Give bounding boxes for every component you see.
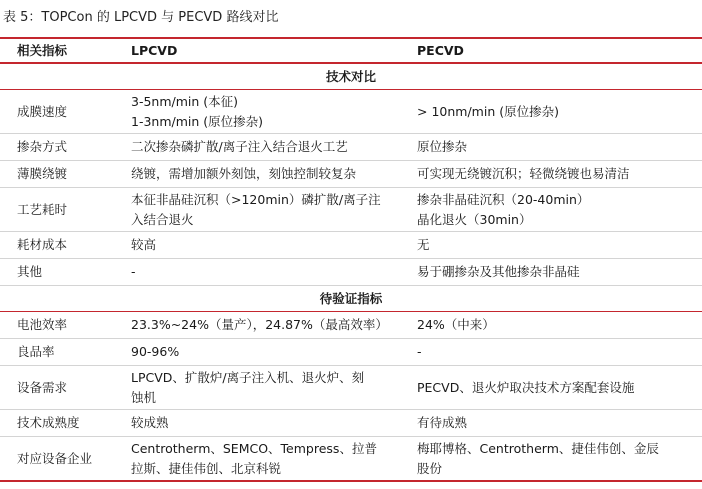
table-row <box>0 259 702 286</box>
table-row <box>0 339 702 366</box>
table-row <box>0 437 702 482</box>
lpcvd-cell <box>114 134 400 161</box>
pecvd-cell-line: 梅耶博格、Centrotherm、捷佳伟创、金辰 <box>417 440 659 456</box>
table-body <box>0 63 702 481</box>
table-row <box>0 232 702 259</box>
lpcvd-cell-line: LPCVD、扩散炉/离子注入机、退火炉、刻 <box>131 369 365 385</box>
lpcvd-cell <box>114 232 400 259</box>
lpcvd-cell <box>114 90 400 134</box>
lpcvd-cell-line: 较高 <box>131 237 157 252</box>
pecvd-cell <box>400 134 702 161</box>
lpcvd-cell-line: 23.3%~24%（量产），24.87%（最高效率） <box>131 317 388 332</box>
pecvd-cell-line: 无 <box>417 237 430 252</box>
row-label: 对应设备企业 <box>0 437 114 482</box>
pecvd-cell <box>400 410 702 437</box>
pecvd-cell-line: PECVD、退火炉取决技术方案配套设施 <box>417 379 635 395</box>
lpcvd-cell-line: 1-3nm/min (原位掺杂) <box>131 113 264 129</box>
row-label: 良品率 <box>0 339 114 366</box>
pecvd-cell-line: 24%（中来） <box>417 317 495 332</box>
lpcvd-cell-line: 入结合退火 <box>131 211 194 227</box>
pecvd-cell <box>400 437 702 482</box>
header-indicator: 相关指标 <box>0 38 114 63</box>
pecvd-cell-line: - <box>417 344 422 359</box>
pecvd-cell <box>400 90 702 134</box>
row-label: 设备需求 <box>0 366 114 410</box>
table-row <box>0 161 702 188</box>
section-header-row <box>0 286 702 312</box>
pecvd-cell-line: 原位掺杂 <box>417 139 468 154</box>
row-label: 耗材成本 <box>0 232 114 259</box>
lpcvd-cell-line: 蚀机 <box>131 389 157 405</box>
header-lpcvd: LPCVD <box>114 38 400 63</box>
lpcvd-cell-line: 绕镀，需增加额外刻蚀，刻蚀控制较复杂 <box>131 166 357 181</box>
lpcvd-cell-line: 本征非晶硅沉积（>120min）磷扩散/离子注 <box>131 191 381 207</box>
lpcvd-cell-line: Centrotherm、SEMCO、Tempress、拉普 <box>131 440 377 456</box>
lpcvd-cell-line: 较成熟 <box>131 415 169 430</box>
comparison-table <box>0 37 702 482</box>
pecvd-cell <box>400 188 702 232</box>
pecvd-cell-line: > 10nm/min (原位掺杂) <box>417 103 559 119</box>
row-label: 其他 <box>0 259 114 286</box>
table-row <box>0 312 702 339</box>
lpcvd-cell <box>114 410 400 437</box>
section-header-row <box>0 63 702 90</box>
pecvd-cell-line: 股份 <box>417 460 443 476</box>
pecvd-cell-line: 掺杂非晶硅沉积（20-40min） <box>417 191 590 207</box>
pecvd-cell <box>400 232 702 259</box>
table-row <box>0 188 702 232</box>
section-title: 待验证指标 <box>0 286 702 312</box>
lpcvd-cell <box>114 188 400 232</box>
table-row <box>0 366 702 410</box>
pecvd-cell <box>400 259 702 286</box>
section-title: 技术对比 <box>0 63 702 90</box>
pecvd-cell-line: 易于硼掺杂及其他掺杂非晶硅 <box>417 264 580 279</box>
pecvd-cell <box>400 366 702 410</box>
table-row <box>0 410 702 437</box>
lpcvd-cell-line: 90-96% <box>131 344 180 359</box>
pecvd-cell-line: 可实现无绕镀沉积；轻微绕镀也易清洁 <box>417 166 630 181</box>
lpcvd-cell <box>114 366 400 410</box>
row-label: 电池效率 <box>0 312 114 339</box>
lpcvd-cell-line: 3-5nm/min (本征) <box>131 93 239 109</box>
lpcvd-cell-line: - <box>131 264 136 279</box>
header-pecvd: PECVD <box>400 38 702 63</box>
lpcvd-cell <box>114 339 400 366</box>
lpcvd-cell <box>114 259 400 286</box>
row-label: 薄膜绕镀 <box>0 161 114 188</box>
table-row <box>0 134 702 161</box>
lpcvd-cell <box>114 312 400 339</box>
row-label: 技术成熟度 <box>0 410 114 437</box>
pecvd-cell-line: 晶化退火（30min） <box>417 211 532 227</box>
lpcvd-cell <box>114 437 400 482</box>
table-header-row <box>0 38 702 63</box>
lpcvd-cell <box>114 161 400 188</box>
row-label: 掺杂方式 <box>0 134 114 161</box>
table-caption: 表 5：TOPCon 的 LPCVD 与 PECVD 路线对比 <box>3 10 279 25</box>
row-label: 工艺耗时 <box>0 188 114 232</box>
table-row <box>0 90 702 134</box>
row-label: 成膜速度 <box>0 90 114 134</box>
pecvd-cell <box>400 312 702 339</box>
lpcvd-cell-line: 拉斯、捷佳伟创、北京科锐 <box>131 460 282 476</box>
pecvd-cell <box>400 339 702 366</box>
lpcvd-cell-line: 二次掺杂磷扩散/离子注入结合退火工艺 <box>131 139 348 154</box>
pecvd-cell-line: 有待成熟 <box>417 415 468 430</box>
pecvd-cell <box>400 161 702 188</box>
